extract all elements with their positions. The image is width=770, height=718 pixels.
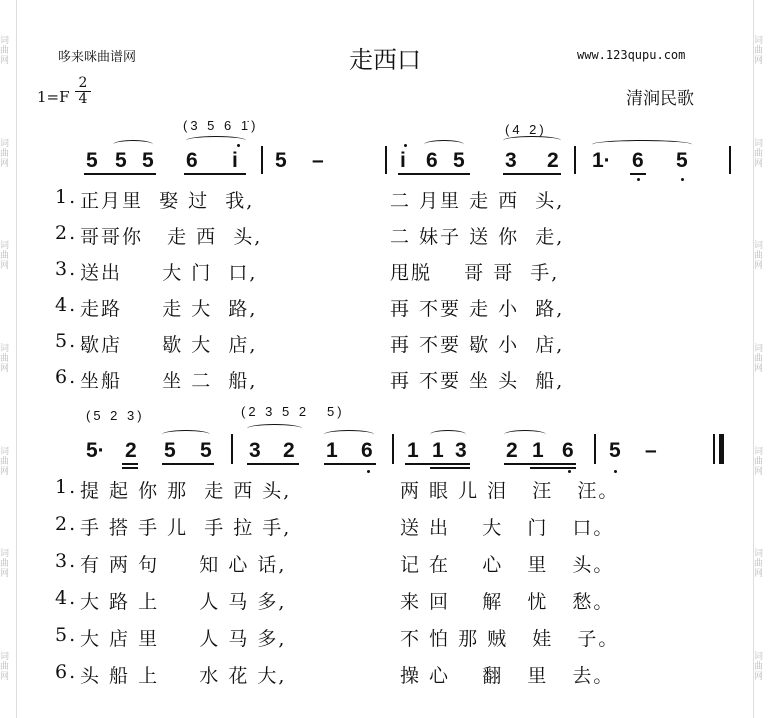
site-url[interactable]: www.123qupu.com bbox=[577, 48, 686, 62]
watermark-text: 词曲网 bbox=[754, 138, 764, 169]
note: 1 bbox=[532, 439, 544, 462]
bar-line bbox=[392, 434, 394, 464]
note: 2 bbox=[125, 439, 137, 462]
verse-number: 6. bbox=[55, 366, 78, 388]
watermark-text: 词曲网 bbox=[754, 446, 764, 477]
beam bbox=[504, 463, 576, 465]
note: 2 bbox=[547, 149, 559, 172]
time-signature bbox=[75, 76, 91, 107]
lyric-line: 走路 走 大 路, bbox=[80, 298, 258, 320]
beam bbox=[162, 463, 214, 465]
grace-notes: (4 2) bbox=[505, 122, 547, 137]
low-octave-dot bbox=[681, 178, 684, 181]
grace-notes: (3 5 6 1̇) bbox=[183, 118, 259, 133]
dash: – bbox=[312, 149, 324, 172]
note: 5 bbox=[200, 439, 212, 462]
slur bbox=[113, 140, 153, 149]
verse-number: 4. bbox=[55, 587, 78, 609]
note: 3 bbox=[249, 439, 261, 462]
lyric-line: 大 店 里 人 马 多, bbox=[80, 628, 287, 650]
note: 6 bbox=[632, 149, 644, 172]
slur bbox=[592, 140, 692, 149]
left-watermark-strip bbox=[0, 0, 17, 718]
watermark-text: 词曲网 bbox=[754, 343, 764, 374]
low-octave-dot bbox=[367, 470, 370, 473]
verse-number: 2. bbox=[55, 222, 78, 244]
grace-notes: 5) bbox=[327, 404, 345, 419]
note: 5 bbox=[453, 149, 465, 172]
verse-number: 1. bbox=[55, 476, 78, 498]
bar-line bbox=[261, 146, 263, 174]
slur bbox=[247, 424, 302, 433]
watermark-text: 词曲网 bbox=[754, 651, 764, 682]
note: 5 bbox=[115, 149, 127, 172]
page-title: 走西口 bbox=[349, 46, 421, 74]
verse-number: 3. bbox=[55, 258, 78, 280]
note: 1 bbox=[326, 439, 338, 462]
beam bbox=[430, 467, 470, 469]
slur bbox=[504, 430, 546, 439]
note: 6 bbox=[186, 149, 198, 172]
beam bbox=[122, 463, 138, 465]
note: 3 bbox=[455, 439, 467, 462]
low-octave-dot bbox=[568, 470, 571, 473]
note: 6 bbox=[426, 149, 438, 172]
watermark-text: 词曲网 bbox=[0, 138, 10, 169]
note: i bbox=[232, 149, 238, 172]
meter-top: 2 bbox=[75, 76, 91, 92]
note: 5· bbox=[86, 439, 105, 462]
lyric-line: 提 起 你 那 走 西 头, bbox=[80, 480, 292, 502]
lyric-line: 歇店 歇 大 店, bbox=[80, 334, 258, 356]
beam bbox=[122, 467, 138, 469]
watermark-text: 词曲网 bbox=[0, 241, 10, 272]
note: 1 bbox=[432, 439, 444, 462]
key-signature: 1=F bbox=[37, 88, 70, 106]
song-origin: 清涧民歌 bbox=[626, 89, 694, 109]
low-octave-dot bbox=[637, 178, 640, 181]
lyric-line: 哥哥你 走 西 头, bbox=[80, 226, 263, 248]
bar-line bbox=[574, 146, 576, 174]
verse-number: 2. bbox=[55, 513, 78, 535]
watermark-text: 词曲网 bbox=[0, 343, 10, 374]
bar-line bbox=[231, 434, 233, 464]
lyric-line: 再 不要 坐 头 船, bbox=[390, 370, 565, 392]
slur bbox=[424, 140, 464, 149]
bar-line bbox=[594, 434, 596, 464]
grace-notes: (2 3 5 2 bbox=[241, 404, 310, 419]
lyric-line: 二 妹子 送 你 走, bbox=[390, 226, 565, 248]
watermark-text: 词曲网 bbox=[754, 549, 764, 580]
note: 3 bbox=[505, 149, 517, 172]
lyric-line: 操 心 翻 里 去。 bbox=[400, 665, 615, 687]
verse-number: 4. bbox=[55, 294, 78, 316]
note: 1· bbox=[592, 149, 611, 172]
slur bbox=[430, 430, 466, 439]
note: 6 bbox=[562, 439, 574, 462]
lyric-line: 手 搭 手 儿 手 拉 手, bbox=[80, 517, 292, 539]
meter-bottom: 4 bbox=[78, 91, 88, 107]
lyric-line: 再 不要 走 小 路, bbox=[390, 298, 565, 320]
slur bbox=[162, 430, 210, 439]
verse-number: 6. bbox=[55, 661, 78, 683]
slur bbox=[503, 136, 561, 145]
beam bbox=[247, 463, 299, 465]
low-octave-dot bbox=[614, 470, 617, 473]
lyric-line: 记 在 心 里 头。 bbox=[400, 554, 615, 576]
site-name: 哆来咪曲谱网 bbox=[58, 50, 137, 65]
note: 1 bbox=[407, 439, 419, 462]
note: 2 bbox=[506, 439, 518, 462]
lyric-line: 再 不要 歇 小 店, bbox=[390, 334, 565, 356]
verse-number: 5. bbox=[55, 330, 78, 352]
dash: – bbox=[645, 439, 657, 462]
verse-number: 3. bbox=[55, 550, 78, 572]
beam bbox=[630, 173, 646, 175]
high-octave-dot bbox=[404, 144, 407, 147]
lyric-line: 不 怕 那 贼 娃 子。 bbox=[400, 628, 620, 650]
lyric-line: 有 两 句 知 心 话, bbox=[80, 554, 287, 576]
bar-line bbox=[385, 146, 387, 174]
note: 2 bbox=[283, 439, 295, 462]
lyric-line: 送出 大 门 口, bbox=[80, 262, 258, 284]
lyric-line: 大 路 上 人 马 多, bbox=[80, 591, 287, 613]
high-octave-dot bbox=[237, 144, 240, 147]
slur bbox=[324, 430, 374, 439]
watermark-text: 词曲网 bbox=[0, 446, 10, 477]
beam bbox=[184, 173, 246, 175]
watermark-text: 词曲网 bbox=[0, 549, 10, 580]
grace-notes: (5 2 3) bbox=[86, 408, 145, 423]
lyric-line: 正月里 娶 过 我, bbox=[80, 190, 255, 212]
lyric-line: 坐船 坐 二 船, bbox=[80, 370, 258, 392]
watermark-text: 词曲网 bbox=[754, 36, 764, 67]
watermark-text: 词曲网 bbox=[0, 36, 10, 67]
note: 5 bbox=[86, 149, 98, 172]
verse-number: 5. bbox=[55, 624, 78, 646]
beam bbox=[324, 463, 376, 465]
note: 5 bbox=[164, 439, 176, 462]
lyric-line: 来 回 解 忧 愁。 bbox=[400, 591, 615, 613]
note: i bbox=[400, 149, 406, 172]
watermark-text: 词曲网 bbox=[0, 651, 10, 682]
note: 5 bbox=[609, 439, 621, 462]
lyric-line: 二 月里 走 西 头, bbox=[390, 190, 565, 212]
final-bar-thin bbox=[713, 434, 715, 464]
beam bbox=[530, 467, 576, 469]
lyric-line: 头 船 上 水 花 大, bbox=[80, 665, 287, 687]
beam bbox=[84, 173, 156, 175]
watermark-text: 词曲网 bbox=[754, 241, 764, 272]
verse-number: 1. bbox=[55, 186, 78, 208]
lyric-line: 送 出 大 门 口。 bbox=[400, 517, 615, 539]
note: 6 bbox=[361, 439, 373, 462]
beam bbox=[503, 173, 561, 175]
lyric-line: 两 眼 儿 泪 汪 汪。 bbox=[400, 480, 620, 502]
note: 5 bbox=[275, 149, 287, 172]
final-bar-thick bbox=[719, 434, 724, 464]
beam bbox=[398, 173, 470, 175]
note: 5 bbox=[676, 149, 688, 172]
note: 5 bbox=[142, 149, 154, 172]
beam bbox=[405, 463, 470, 465]
right-watermark-strip bbox=[753, 0, 770, 718]
bar-line bbox=[729, 146, 731, 174]
lyric-line: 甩脱 哥 哥 手, bbox=[390, 262, 560, 284]
